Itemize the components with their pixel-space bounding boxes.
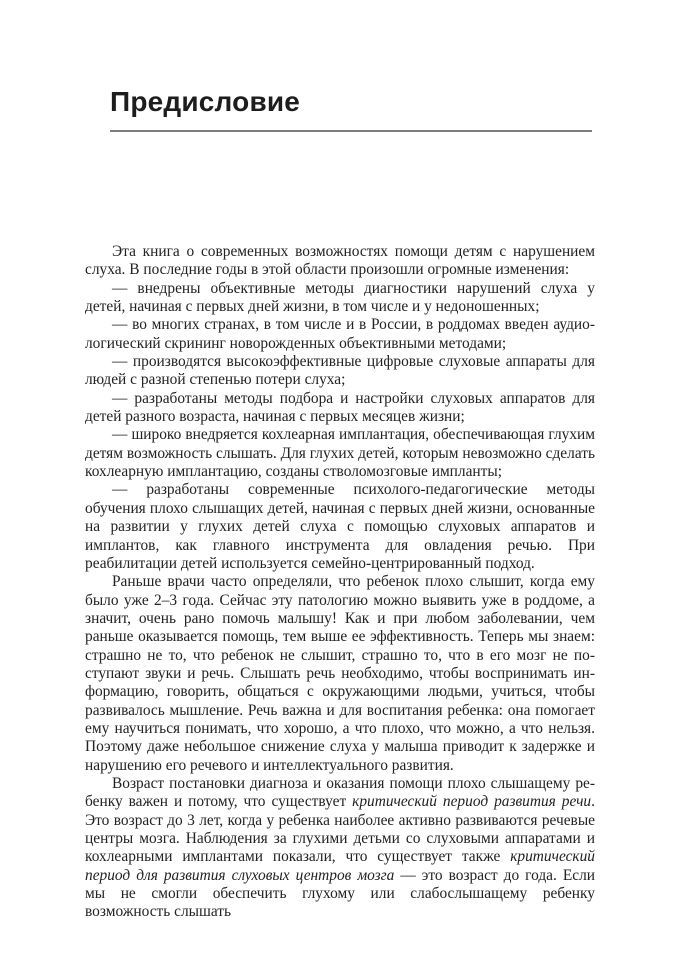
text-segment: — во многих странах, в том числе и в России, в роддомах введен аудиологический скрининг новорожденных объективными методами; xyxy=(85,316,595,352)
paragraph xyxy=(85,775,595,922)
dash-item xyxy=(85,353,595,390)
title-rule xyxy=(110,130,592,132)
text-segment: . Это возраст до 3 лет, когда у ребенка наиболее активно развиваются речевые центры мозга. Наблюдения за глухими детьми со слуховыми аппаратами и кохлеарными имплантами показали, что существует также xyxy=(85,793,595,866)
italic-text-segment: критический период для развития слуховых центров мозга xyxy=(85,848,595,884)
paragraph xyxy=(85,243,595,280)
text-segment: — разработаны методы подбора и настройки слуховых аппаратов для детей разного возраста, начиная с первых месяцев жизни; xyxy=(85,389,595,426)
body-text xyxy=(85,243,595,922)
text-segment: — разработаны современные психолого-педагогические методы обучения плохо слышащих детей, начиная с первых дней жизни, основанные на развитии у глухих детей слуха с помощью слуховых аппаратов и имплантов, как главного инструмента для овладения речью. При реабилитации детей используется семейно-центрированный подход. xyxy=(85,481,595,572)
chapter-header xyxy=(110,86,592,132)
paragraph xyxy=(85,573,595,775)
dash-item xyxy=(85,481,595,573)
chapter-title: Предисловие xyxy=(110,86,301,117)
dash-item xyxy=(85,426,595,481)
text-segment: Эта книга о современных возможностях помощи детям с нарушением слуха. В последние годы в этой области произошли огромные изменения: xyxy=(85,243,595,279)
text-segment: Раньше врачи часто определяли, что ребенок плохо слышит, когда ему было уже 2–3 года. Сейчас эту патологию можно выявить уже в роддоме, а значит, очень рано помочь малышу! Как и при любом заболевании, чем раньше оказывается помощь, тем выше ее эффективность. Теперь мы знаем: страшно не то, что ребенок не слышит, страшно то, что в его мозг не поступают звуки и речь. Слышать речь необходимо, чтобы воспринимать информацию, говорить, общаться с окружающими людьми, учиться, чтобы развивалось мышление. Речь важна и для воспитания ребенка: она помогает ему научиться понимать, что хорошо, а что плохо, что можно, а что нельзя. Поэтому даже небольшое снижение слуха у малыша приводит к задержке и нарушению его речевого и интеллектуального развития. xyxy=(85,573,595,774)
italic-text-segment: критический период развития речи xyxy=(352,793,592,811)
text-segment: — производятся высокоэффективные цифровые слуховые аппараты для людей с разной степенью потери слуха; xyxy=(85,353,595,389)
dash-item xyxy=(85,280,595,317)
dash-item xyxy=(85,316,595,353)
dash-item xyxy=(85,390,595,427)
text-segment: — это возраст до года. Если мы не смогли обеспечить глухому или слабослышащему ребенку возможность слышать xyxy=(85,866,595,921)
text-segment: Возраст постановки диагноза и оказания помощи плохо слышащему ребенку важен и потому, что существует xyxy=(85,774,595,811)
text-segment: — широко внедряется кохлеарная имплантация, обеспечивающая глухим детям возможность слышать. Для глухих детей, которым невозможно сделать кохлеарную имплантацию, созданы стволомозговые импланты; xyxy=(85,426,595,481)
text-segment: — внедрены объективные методы диагностики нарушений слуха у детей, начиная с первых дней жизни, в том числе и у недоношенных; xyxy=(85,279,595,316)
